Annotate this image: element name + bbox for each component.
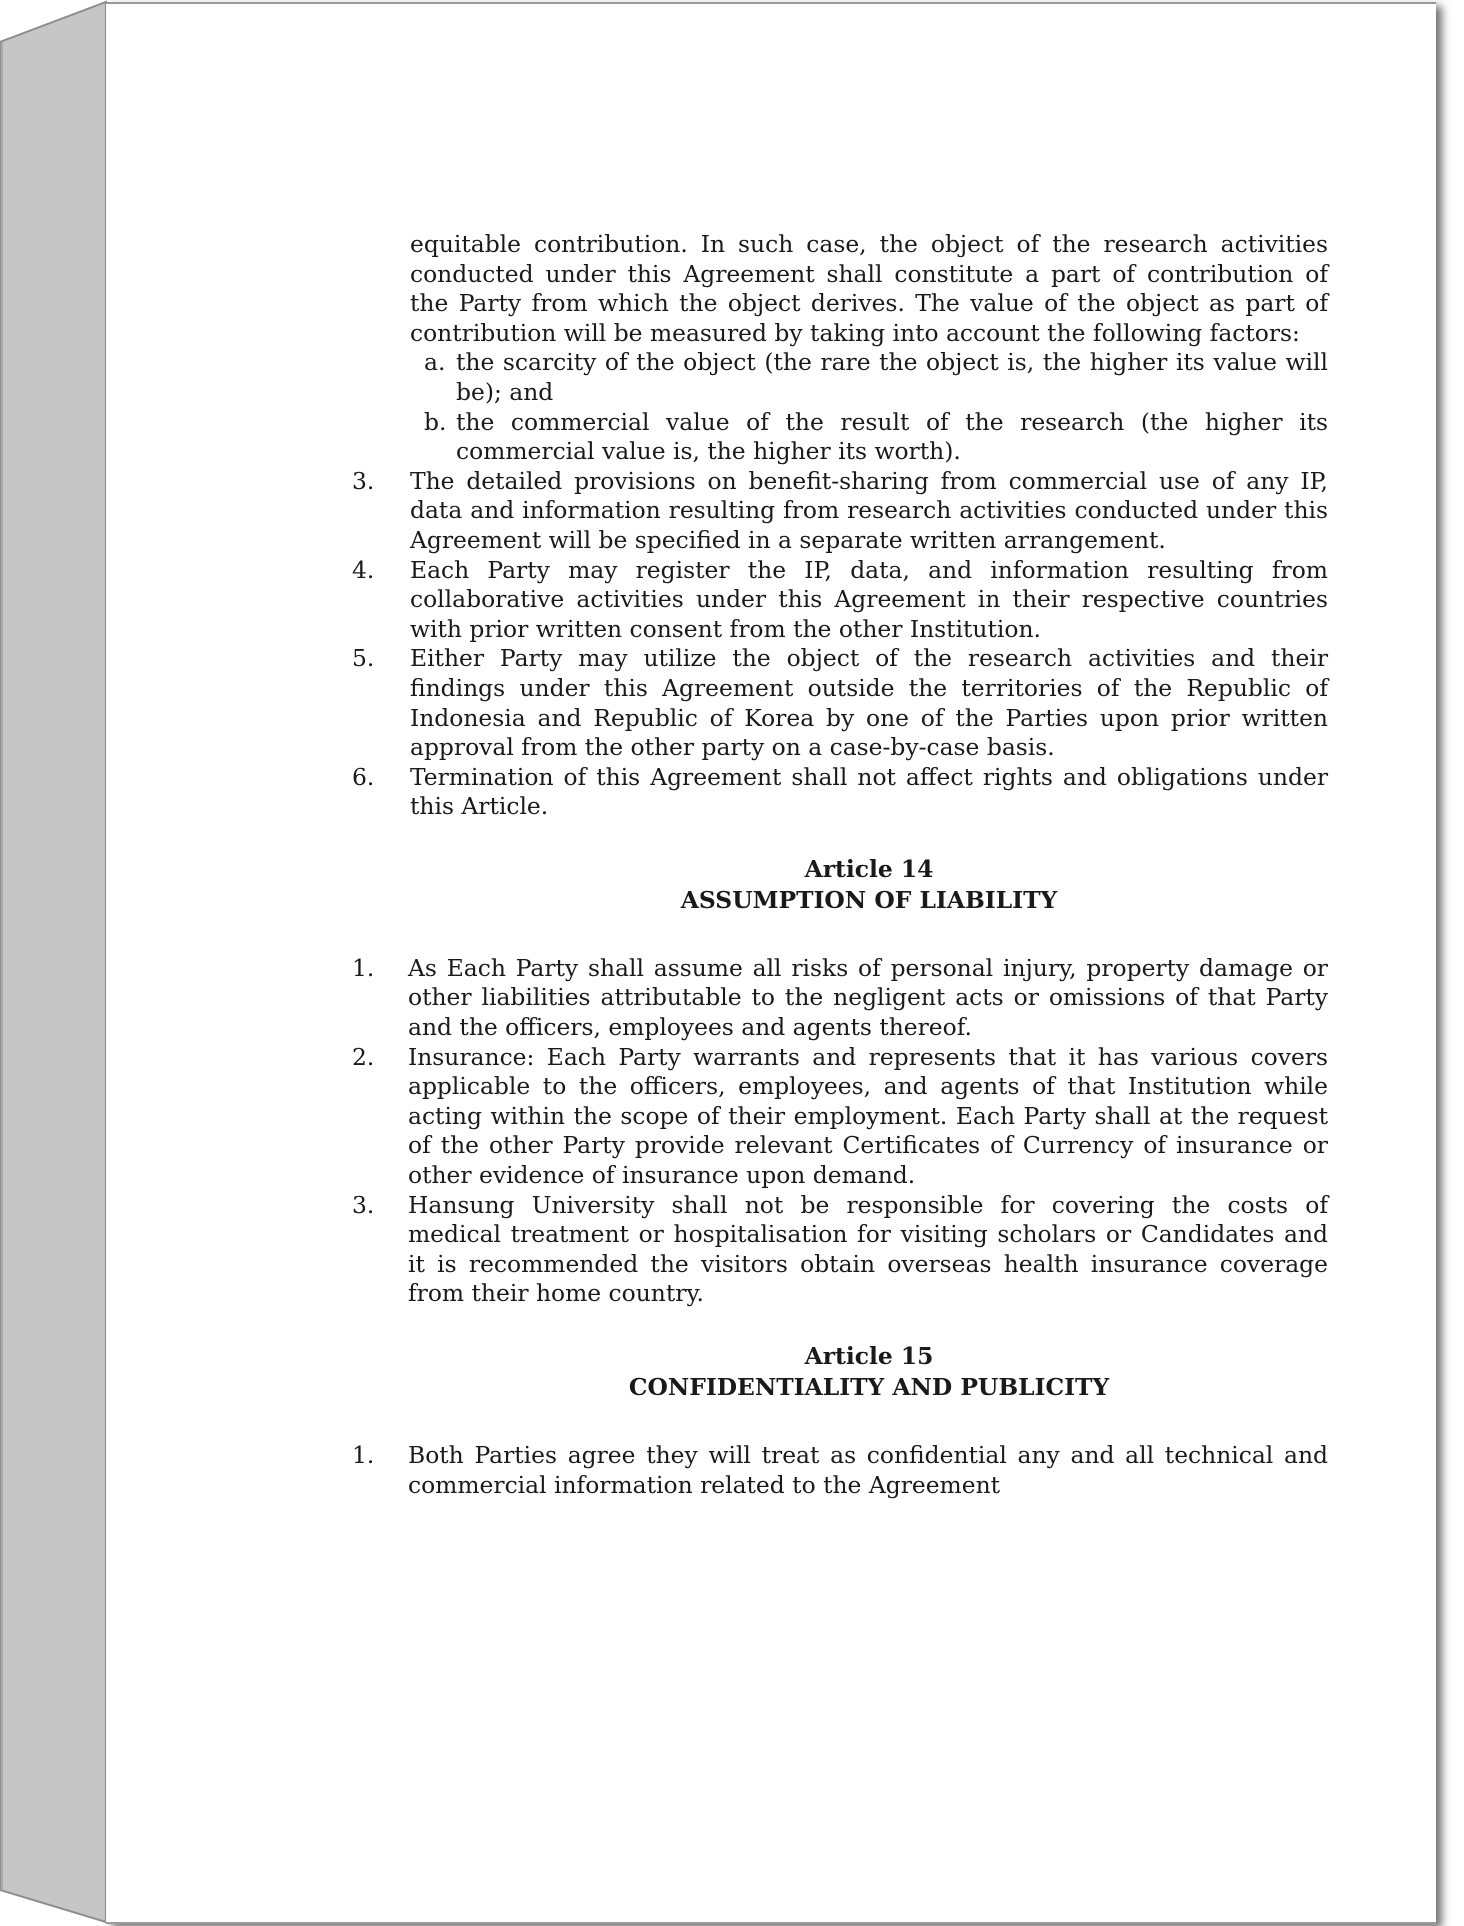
list-text: Each Party may register the IP, data, and information resulting from collaborative activities under this Agreement in their respective countries with prior written consent from the other Institution. <box>410 555 1328 643</box>
list-number: 3. <box>352 1190 375 1219</box>
list-item <box>352 1190 1328 1309</box>
list-number: 5. <box>352 644 375 673</box>
paragraph-continuation: equitable contribution. In such case, the object of the research activities conducted under this Agreement shall constitute a part of contribution of the Party from which the object derives. The value of the object as part of contribution will be measured by taking into account the following factors: <box>410 230 1328 347</box>
list-number: 4. <box>352 555 375 584</box>
list-number: 1. <box>352 953 375 982</box>
article-14-title: ASSUMPTION OF LIABILITY <box>680 885 1058 914</box>
list-item <box>352 1042 1328 1191</box>
factor-marker: a. <box>424 348 446 377</box>
list-number: 6. <box>352 762 375 791</box>
list-number: 3. <box>352 466 375 495</box>
list-item <box>352 762 1328 822</box>
factor-item <box>424 407 1328 467</box>
factor-text: the commercial value of the result of the research (the higher its commercial value is, the higher its worth). <box>456 407 1328 466</box>
list-text: As Each Party shall assume all risks of personal injury, property damage or other liabilities attributable to the negligent acts or omissions of that Party and the officers, employees and agents thereof. <box>408 953 1328 1042</box>
list-item <box>352 1441 1328 1500</box>
list-item <box>352 644 1328 762</box>
spacer <box>352 822 1328 854</box>
spacer <box>352 916 1328 954</box>
list-text: Hansung University shall not be responsible for covering the costs of medical treatment or hospitalisation for visiting scholars or Candidates and it is recommended the visitors obtain overseas health insurance coverage from their home country. <box>408 1190 1328 1308</box>
article-14-number: Article 14 <box>804 854 934 883</box>
book-spine-edge <box>0 0 110 1926</box>
document-page <box>106 2 1436 1924</box>
list-text: The detailed provisions on benefit-sharing from commercial use of any IP, data and information resulting from research activities conducted under this Agreement will be specified in a separate written arrangement. <box>410 466 1328 554</box>
list-text: Insurance: Each Party warrants and represents that it has various covers applicable to the officers, employees, and agents of that Institution while acting within the scope of their employment. Each Party shall at the request of the other Party provide relevant Certificates of Currency of insurance or other evidence of insurance upon demand. <box>408 1042 1328 1190</box>
list-item <box>352 555 1328 645</box>
page-content <box>352 230 1328 1500</box>
list-number: 2. <box>352 1042 375 1071</box>
factor-item <box>424 348 1328 407</box>
spacer <box>352 1309 1328 1341</box>
factor-text: the scarcity of the object (the rare the object is, the higher its value will be); and <box>456 348 1328 406</box>
list-text: Termination of this Agreement shall not affect rights and obligations under this Article. <box>410 762 1328 821</box>
list-text: Either Party may utilize the object of the research activities and their findings under this Agreement outside the territories of the Republic of Indonesia and Republic of Korea by one of the Parties upon prior written approval from the other party on a case-by-case basis. <box>410 644 1328 762</box>
list-item <box>352 466 1328 556</box>
list-number: 1. <box>352 1441 375 1469</box>
list-item <box>352 953 1328 1043</box>
spacer <box>352 1403 1328 1441</box>
list-text: Both Parties agree they will treat as confidential any and all technical and commercial information related to the Agreement <box>408 1441 1328 1499</box>
article-15-number: Article 15 <box>804 1342 934 1370</box>
factor-marker: b. <box>424 407 447 436</box>
article-15-title: CONFIDENTIALITY AND PUBLICITY <box>628 1373 1110 1401</box>
